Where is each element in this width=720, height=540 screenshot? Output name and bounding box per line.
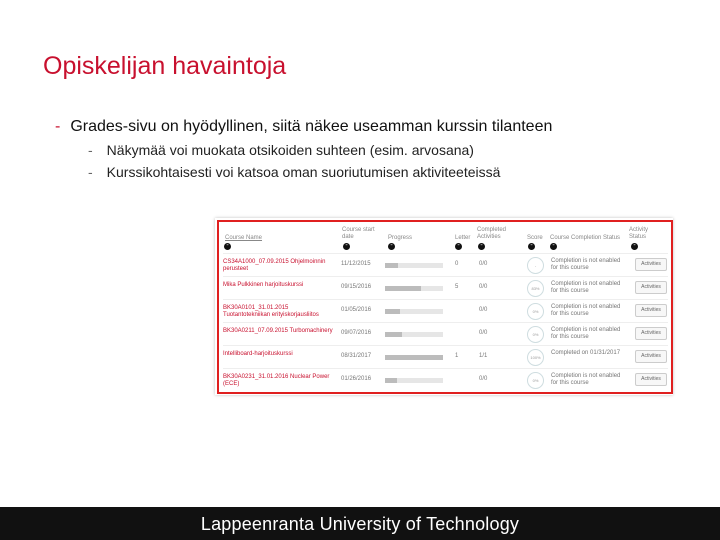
footer-bar xyxy=(0,507,720,540)
sub-bullet: - Näkymää voi muokata otsikoiden suhteen (esim. arvosana) xyxy=(88,142,474,158)
bullet-main: - Grades-sivu on hyödyllinen, siitä näkee useamman kurssin tilanteen xyxy=(55,118,553,135)
bullet-list xyxy=(55,118,552,180)
completed-activities: 1/1 xyxy=(479,353,488,359)
course-name-link[interactable]: BK30A0231_31.01.2016 Nuclear Power (ECE) xyxy=(223,374,330,387)
completion-status: Completion is not enabled for this course xyxy=(551,327,621,340)
table-row xyxy=(223,345,668,369)
table-row xyxy=(223,299,668,323)
progress-bar xyxy=(385,355,443,360)
progress-fill xyxy=(385,355,443,360)
completed-activities: 0/0 xyxy=(479,330,488,336)
bullet-main-text: Grades-sivu on hyödyllinen, siitä näkee useamman kurssin tilanteen xyxy=(70,118,553,135)
letter-grade: 5 xyxy=(455,284,459,290)
start-date: 11/12/2015 xyxy=(341,261,371,267)
start-date: 09/07/2016 xyxy=(341,330,372,336)
course-name-link[interactable]: Intelliboard-harjoituskurssi xyxy=(223,351,293,357)
progress-fill xyxy=(385,332,402,337)
remove-column-icon[interactable]: - xyxy=(478,243,485,250)
header-activity-status[interactable]: Activity Status xyxy=(629,227,649,240)
progress-bar xyxy=(385,332,443,337)
activities-button[interactable]: Activities xyxy=(635,350,667,363)
slide-title: Opiskelijan havaintoja xyxy=(43,52,287,80)
score-badge: 0% xyxy=(527,303,544,320)
remove-column-icon[interactable]: - xyxy=(528,243,535,250)
start-date: 01/26/2016 xyxy=(341,376,372,382)
sub-bullet: - Kurssikohtaisesti voi katsoa oman suoriutumisen aktiviteeteissä xyxy=(88,164,501,180)
progress-fill xyxy=(385,286,421,291)
sub-bullet-text: Näkymää voi muokata otsikoiden suhteen (esim. arvosana) xyxy=(106,142,474,158)
completion-status: Completed on 01/31/2017 xyxy=(551,350,621,356)
progress-bar xyxy=(385,263,443,268)
progress-fill xyxy=(385,309,400,314)
letter-grade: 0 xyxy=(455,261,459,267)
activities-button[interactable]: Activities xyxy=(635,373,667,386)
grades-screenshot xyxy=(215,218,673,395)
course-name-link[interactable]: Mika Pulkkinen harjoituskurssi xyxy=(223,282,304,288)
progress-fill xyxy=(385,378,397,383)
activities-button[interactable]: Activities xyxy=(635,281,667,294)
score-badge: 0% xyxy=(527,372,544,389)
course-name-link[interactable]: BK30A0211_07.09.2015 Turbomachinery xyxy=(223,328,333,334)
completed-activities: 0/0 xyxy=(479,284,488,290)
header-start-date[interactable]: Course start date xyxy=(342,227,375,240)
activities-button[interactable]: Activities xyxy=(635,327,667,340)
course-name-link[interactable]: BK30A0101_31.01.2015 Tuotantotekniikan erityiskorjausliitos xyxy=(223,305,319,318)
header-letter[interactable]: Letter xyxy=(455,235,471,241)
header-course-name[interactable]: Course Name xyxy=(225,235,263,241)
completed-activities: 0/0 xyxy=(479,261,488,267)
header-progress[interactable]: Progress xyxy=(388,235,413,241)
progress-bar xyxy=(385,309,443,314)
remove-column-icon[interactable]: - xyxy=(224,243,231,250)
score-badge: - xyxy=(527,257,544,274)
footer-text: Lappeenranta University of Technology xyxy=(200,514,520,534)
completion-status: Completion is not enabled for this course xyxy=(551,373,621,386)
table-row xyxy=(223,253,668,277)
remove-column-icon[interactable]: - xyxy=(550,243,557,250)
completed-activities: 0/0 xyxy=(479,376,488,382)
table-row xyxy=(223,368,668,392)
progress-bar xyxy=(385,378,443,383)
table-row xyxy=(223,322,668,346)
table-row xyxy=(223,276,668,300)
remove-column-icon[interactable]: - xyxy=(631,243,638,250)
completion-status: Completion is not enabled for this course xyxy=(551,258,621,271)
score-badge: 0% xyxy=(527,326,544,343)
score-badge: 100% xyxy=(527,349,544,366)
letter-grade: 1 xyxy=(455,353,459,359)
remove-column-icon[interactable]: - xyxy=(455,243,462,250)
remove-column-icon[interactable]: - xyxy=(343,243,350,250)
activities-button[interactable]: Activities xyxy=(635,258,667,271)
start-date: 08/31/2017 xyxy=(341,353,372,359)
progress-bar xyxy=(385,286,443,291)
progress-fill xyxy=(385,263,398,268)
sub-bullet-text: Kurssikohtaisesti voi katsoa oman suoriutumisen aktiviteeteissä xyxy=(106,164,501,180)
remove-column-icon[interactable]: - xyxy=(388,243,395,250)
start-date: 01/05/2016 xyxy=(341,307,372,313)
header-completion-status[interactable]: Course Completion Status xyxy=(550,235,621,241)
completed-activities: 0/0 xyxy=(479,307,488,313)
start-date: 09/15/2016 xyxy=(341,284,372,290)
completion-status: Completion is not enabled for this course xyxy=(551,304,621,317)
score-badge: 83% xyxy=(527,280,544,297)
course-name-link[interactable]: CS34A1000_07.09.2015 Ohjelmoinnin perusteet xyxy=(223,259,326,272)
header-completed[interactable]: Completed Activities xyxy=(477,227,507,240)
header-score[interactable]: Score xyxy=(527,235,543,241)
completion-status: Completion is not enabled for this course xyxy=(551,281,621,294)
activities-button[interactable]: Activities xyxy=(635,304,667,317)
